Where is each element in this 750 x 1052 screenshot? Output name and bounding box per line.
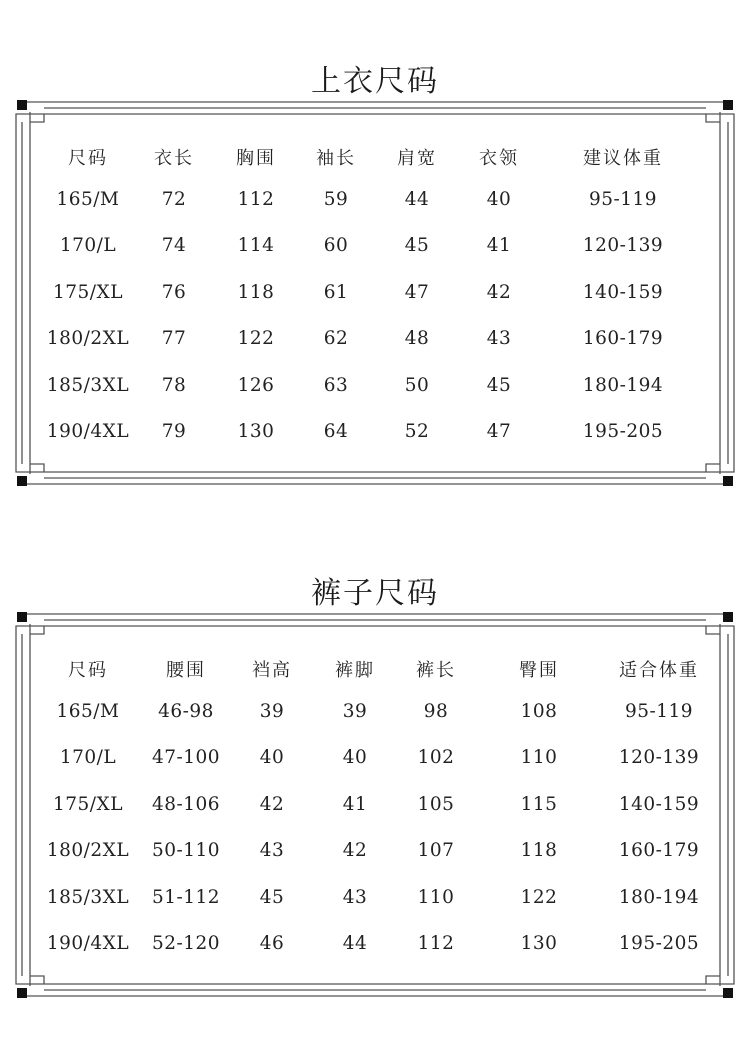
cell: 77 xyxy=(161,328,187,350)
cell: 110 xyxy=(417,886,455,908)
cell: 185/3XL xyxy=(46,374,130,396)
cell: 79 xyxy=(161,421,187,443)
cell: 62 xyxy=(323,328,349,350)
cell: 175/XL xyxy=(53,281,123,303)
cell: 64 xyxy=(323,421,349,443)
col-weight: 建议体重 xyxy=(583,148,663,169)
cell: 190/4XL xyxy=(46,421,130,443)
cell: 112 xyxy=(237,188,275,210)
table-row xyxy=(44,874,706,921)
col-rise: 裆高 xyxy=(252,660,292,681)
cell: 60 xyxy=(323,235,349,257)
cell: 110 xyxy=(520,747,558,769)
cell: 43 xyxy=(486,328,512,350)
cell: 40 xyxy=(259,747,285,769)
table-row xyxy=(44,176,706,223)
cell: 43 xyxy=(259,840,285,862)
col-length: 衣长 xyxy=(154,148,194,169)
cell: 140-159 xyxy=(582,281,664,303)
cell: 180/2XL xyxy=(46,840,130,862)
cell: 50-110 xyxy=(151,840,221,862)
cell: 44 xyxy=(404,188,430,210)
cell: 47-100 xyxy=(151,747,221,769)
col-waist: 腰围 xyxy=(166,660,206,681)
table-row xyxy=(44,921,706,968)
cell: 102 xyxy=(417,747,455,769)
cell: 40 xyxy=(342,747,368,769)
col-weight: 适合体重 xyxy=(619,660,699,681)
cell: 120-139 xyxy=(582,235,664,257)
cell: 63 xyxy=(323,374,349,396)
col-hip: 臀围 xyxy=(519,660,559,681)
cell: 120-139 xyxy=(618,747,700,769)
cell: 52-120 xyxy=(151,933,221,955)
cell: 45 xyxy=(259,886,285,908)
cell: 115 xyxy=(520,793,558,815)
table-row xyxy=(44,828,706,875)
cell: 48 xyxy=(404,328,430,350)
cell: 59 xyxy=(323,188,349,210)
cell: 47 xyxy=(404,281,430,303)
cell: 39 xyxy=(259,700,285,722)
cell: 190/4XL xyxy=(46,933,130,955)
tops-title: 上衣尺码 xyxy=(311,64,439,99)
cell: 170/L xyxy=(59,747,117,769)
cell: 95-119 xyxy=(624,700,694,722)
cell: 105 xyxy=(417,793,455,815)
tops-header-row xyxy=(44,138,706,176)
table-row xyxy=(44,362,706,409)
cell: 180-194 xyxy=(618,886,700,908)
cell: 130 xyxy=(237,421,275,443)
cell: 41 xyxy=(486,235,512,257)
cell: 45 xyxy=(486,374,512,396)
cell: 108 xyxy=(520,700,558,722)
col-leg-opening: 裤脚 xyxy=(335,660,375,681)
cell: 98 xyxy=(423,700,449,722)
cell: 48-106 xyxy=(151,793,221,815)
cell: 160-179 xyxy=(582,328,664,350)
col-size: 尺码 xyxy=(68,660,108,681)
cell: 40 xyxy=(486,188,512,210)
cell: 118 xyxy=(237,281,275,303)
cell: 180/2XL xyxy=(46,328,130,350)
tops-size-table xyxy=(44,138,706,455)
cell: 140-159 xyxy=(618,793,700,815)
cell: 50 xyxy=(404,374,430,396)
cell: 130 xyxy=(520,933,558,955)
cell: 180-194 xyxy=(582,374,664,396)
table-row xyxy=(44,688,706,735)
cell: 175/XL xyxy=(53,793,123,815)
cell: 52 xyxy=(404,421,430,443)
cell: 45 xyxy=(404,235,430,257)
table-row xyxy=(44,735,706,782)
table-row xyxy=(44,409,706,456)
cell: 44 xyxy=(342,933,368,955)
pants-size-table xyxy=(44,650,706,967)
col-collar: 衣领 xyxy=(479,148,519,169)
cell: 46 xyxy=(259,933,285,955)
cell: 42 xyxy=(486,281,512,303)
col-pant-length: 裤长 xyxy=(416,660,456,681)
cell: 195-205 xyxy=(582,421,664,443)
cell: 46-98 xyxy=(158,700,214,722)
cell: 122 xyxy=(237,328,275,350)
cell: 42 xyxy=(259,793,285,815)
cell: 61 xyxy=(323,281,349,303)
cell: 170/L xyxy=(59,235,117,257)
table-row xyxy=(44,781,706,828)
cell: 118 xyxy=(520,840,558,862)
cell: 78 xyxy=(161,374,187,396)
cell: 95-119 xyxy=(588,188,658,210)
cell: 195-205 xyxy=(618,933,700,955)
cell: 51-112 xyxy=(151,886,221,908)
cell: 72 xyxy=(161,188,187,210)
cell: 122 xyxy=(520,886,558,908)
cell: 114 xyxy=(237,235,275,257)
cell: 43 xyxy=(342,886,368,908)
cell: 165/M xyxy=(56,700,120,722)
cell: 39 xyxy=(342,700,368,722)
cell: 126 xyxy=(237,374,275,396)
cell: 76 xyxy=(161,281,187,303)
cell: 42 xyxy=(342,840,368,862)
cell: 165/M xyxy=(56,188,120,210)
cell: 107 xyxy=(417,840,455,862)
cell: 74 xyxy=(161,235,187,257)
table-row xyxy=(44,269,706,316)
cell: 185/3XL xyxy=(46,886,130,908)
cell: 47 xyxy=(486,421,512,443)
cell: 160-179 xyxy=(618,840,700,862)
pants-title: 裤子尺码 xyxy=(311,576,439,611)
col-chest: 胸围 xyxy=(236,148,276,169)
pants-header-row xyxy=(44,650,706,688)
table-row xyxy=(44,223,706,270)
cell: 112 xyxy=(417,933,455,955)
col-shoulder: 肩宽 xyxy=(397,148,437,169)
table-row xyxy=(44,316,706,363)
col-size: 尺码 xyxy=(68,148,108,169)
cell: 41 xyxy=(342,793,368,815)
col-sleeve: 袖长 xyxy=(316,148,356,169)
